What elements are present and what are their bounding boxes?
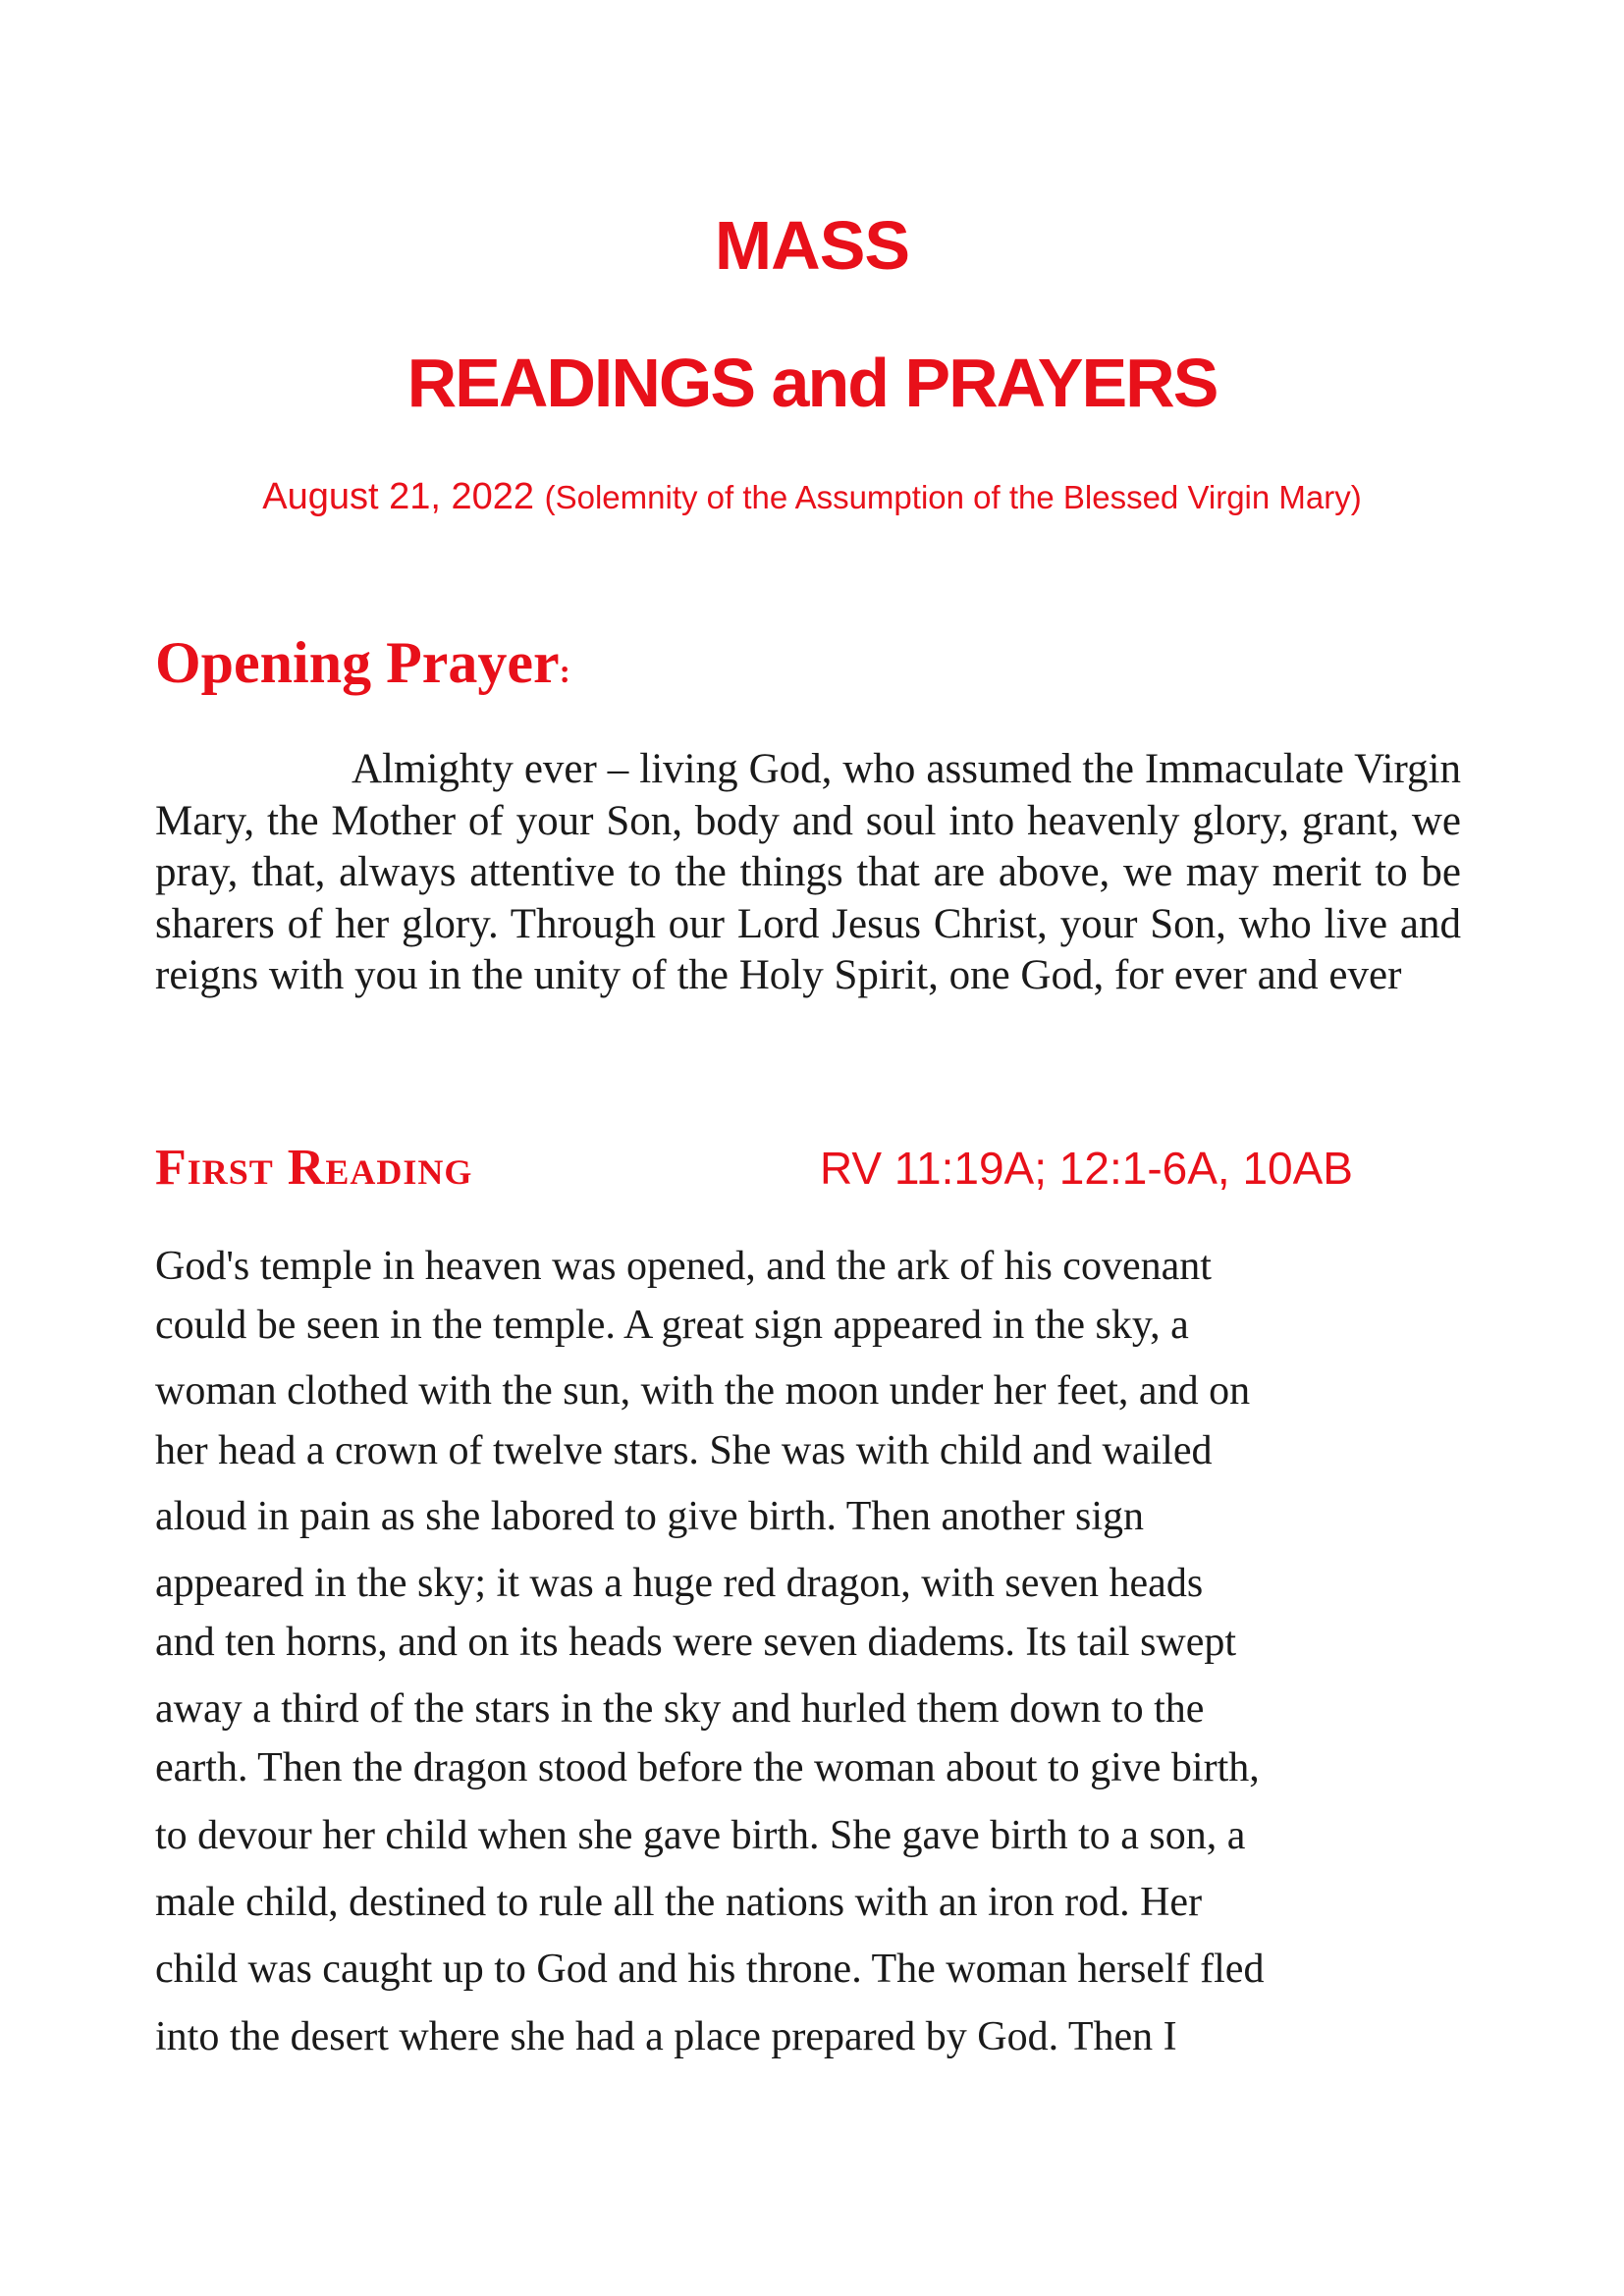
opening-prayer-colon: : (559, 654, 570, 690)
reading-line: away a third of the stars in the sky and hurled them down to the (155, 1686, 1205, 1732)
occasion-label: (Solemnity of the Assumption of the Blessed Virgin Mary) (544, 479, 1362, 515)
reading-line: God's temple in heaven was opened, and the ark of his covenant (155, 1244, 1212, 1289)
document-subtitle: READINGS and PRAYERS (406, 345, 1218, 421)
reading-line: earth. Then the dragon stood before the woman about to give birth, (155, 1745, 1260, 1790)
reading-line: child was caught up to God and his throne. The woman herself fled (155, 1947, 1265, 1992)
reading-line: male child, destined to rule all the nations with an iron rod. Her (155, 1880, 1203, 1925)
first-reading-heading: First Reading (155, 1140, 473, 1196)
date-line (0, 473, 1624, 521)
reading-line: appeared in the sky; it was a huge red dragon, with seven heads (155, 1561, 1204, 1606)
reading-line: could be seen in the temple. A great sign appeared in the sky, a (155, 1303, 1189, 1348)
reading-line: her head a crown of twelve stars. She was with child and wailed (155, 1428, 1213, 1473)
mass-date: August 21, 2022 (262, 476, 535, 517)
reading-line: aloud in pain as she labored to give birth. Then another sign (155, 1494, 1144, 1539)
reading-line: woman clothed with the sun, with the moon under her feet, and on (155, 1368, 1251, 1414)
first-reading-reference: RV 11:19A; 12:1-6A, 10AB (820, 1143, 1353, 1194)
opening-prayer-text: Almighty ever – living God, who assumed the Immaculate Virgin Mary, the Mother of your Son, body and soul into heavenly glory, grant, we pray, that, always attentive to the things that are above, we may merit to be sharers of her glory. Through our Lord Jesus Christ, your Son, who live and reigns with you in the unity of the Holy Spirit, one God, for ever and ever (155, 746, 1461, 998)
opening-prayer-heading (155, 628, 570, 707)
opening-prayer-heading-text: Opening Prayer (155, 630, 560, 695)
reading-line: into the desert where she had a place prepared by God. Then I (155, 2014, 1177, 2059)
reading-line: to devour her child when she gave birth. She gave birth to a son, a (155, 1813, 1246, 1858)
reading-line: and ten horns, and on its heads were seven diadems. Its tail swept (155, 1620, 1237, 1665)
document-title: MASS (714, 207, 910, 284)
